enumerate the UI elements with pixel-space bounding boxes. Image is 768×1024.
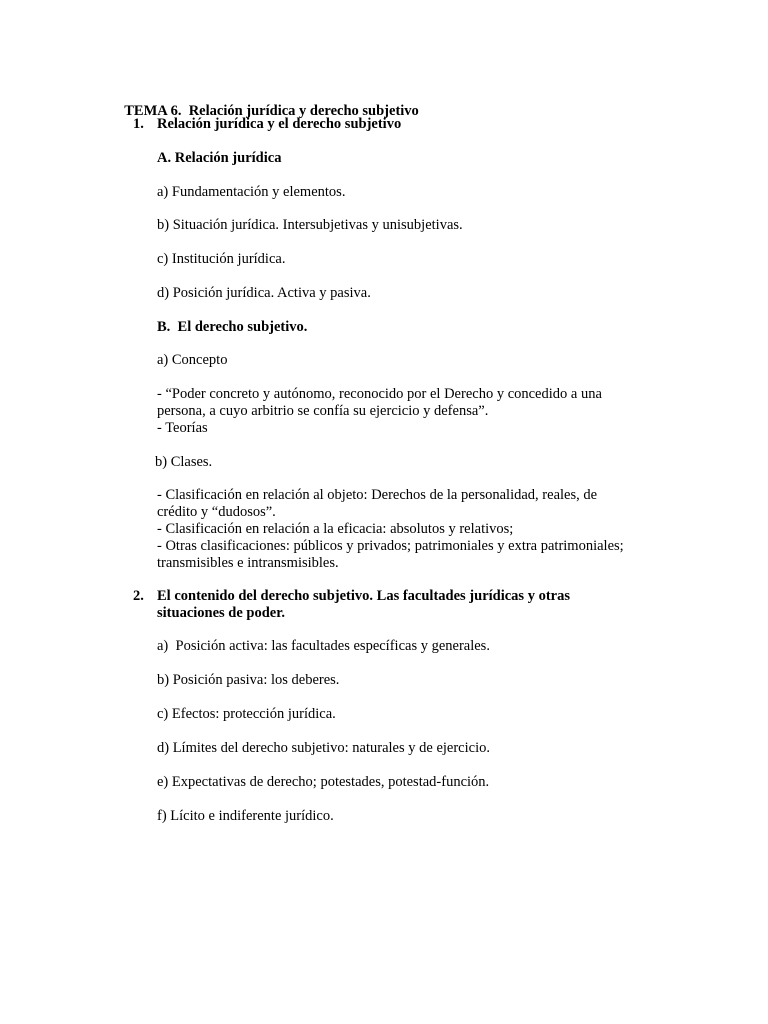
section-2-heading-line: El contenido del derecho subjetivo. Las facultades jurídicas y otras [157,588,570,604]
concept-line: - “Poder concreto y autónomo, reconocido por el Derecho y concedido a una [157,386,602,402]
list-item: a) Posición activa: las facultades específicas y generales. [157,638,490,654]
section-2-heading-line: situaciones de poder. [157,605,285,621]
concept-label: a) Concepto [157,352,228,368]
list-item: e) Expectativas de derecho; potestades, potestad-función. [157,774,490,790]
classes-line: - Clasificación en relación a la eficacia: absolutos y relativos; [157,521,514,537]
concept-line: persona, a cuyo arbitrio se confía su ejercicio y defensa”. [157,403,489,419]
classes-label: b) Clases. [155,454,213,470]
classes-line: transmisibles e intransmisibles. [157,555,339,571]
list-item: d) Posición jurídica. Activa y pasiva. [157,285,371,301]
list-item: a) Fundamentación y elementos. [157,184,346,200]
list-item: f) Lícito e indiferente jurídico. [157,808,334,824]
title-text: Relación jurídica y derecho subjetivo [188,103,419,119]
list-item: b) Situación jurídica. Intersubjetivas y unisubjetivas. [157,217,463,233]
section-2-number: 2. [133,588,144,604]
title-prefix: TEMA 6. [124,103,182,119]
list-item: b) Posición pasiva: los deberes. [157,672,340,688]
list-item: d) Límites del derecho subjetivo: naturales y de ejercicio. [157,740,490,756]
concept-line: - Teorías [157,420,208,436]
classes-line: - Clasificación en relación al objeto: Derechos de la personalidad, reales, de [157,487,598,503]
part-b-heading: B. El derecho subjetivo. [157,319,308,335]
list-item: c) Efectos: protección jurídica. [157,706,336,722]
section-1-number: 1. [133,116,144,132]
part-a-heading: A. Relación jurídica [157,150,282,166]
list-item: c) Institución jurídica. [157,251,286,267]
classes-line: crédito y “dudosos”. [157,504,276,520]
section-1-heading: Relación jurídica y el derecho subjetivo [157,116,402,132]
classes-line: - Otras clasificaciones: públicos y privados; patrimoniales y extra patrimoniales; [157,538,624,554]
